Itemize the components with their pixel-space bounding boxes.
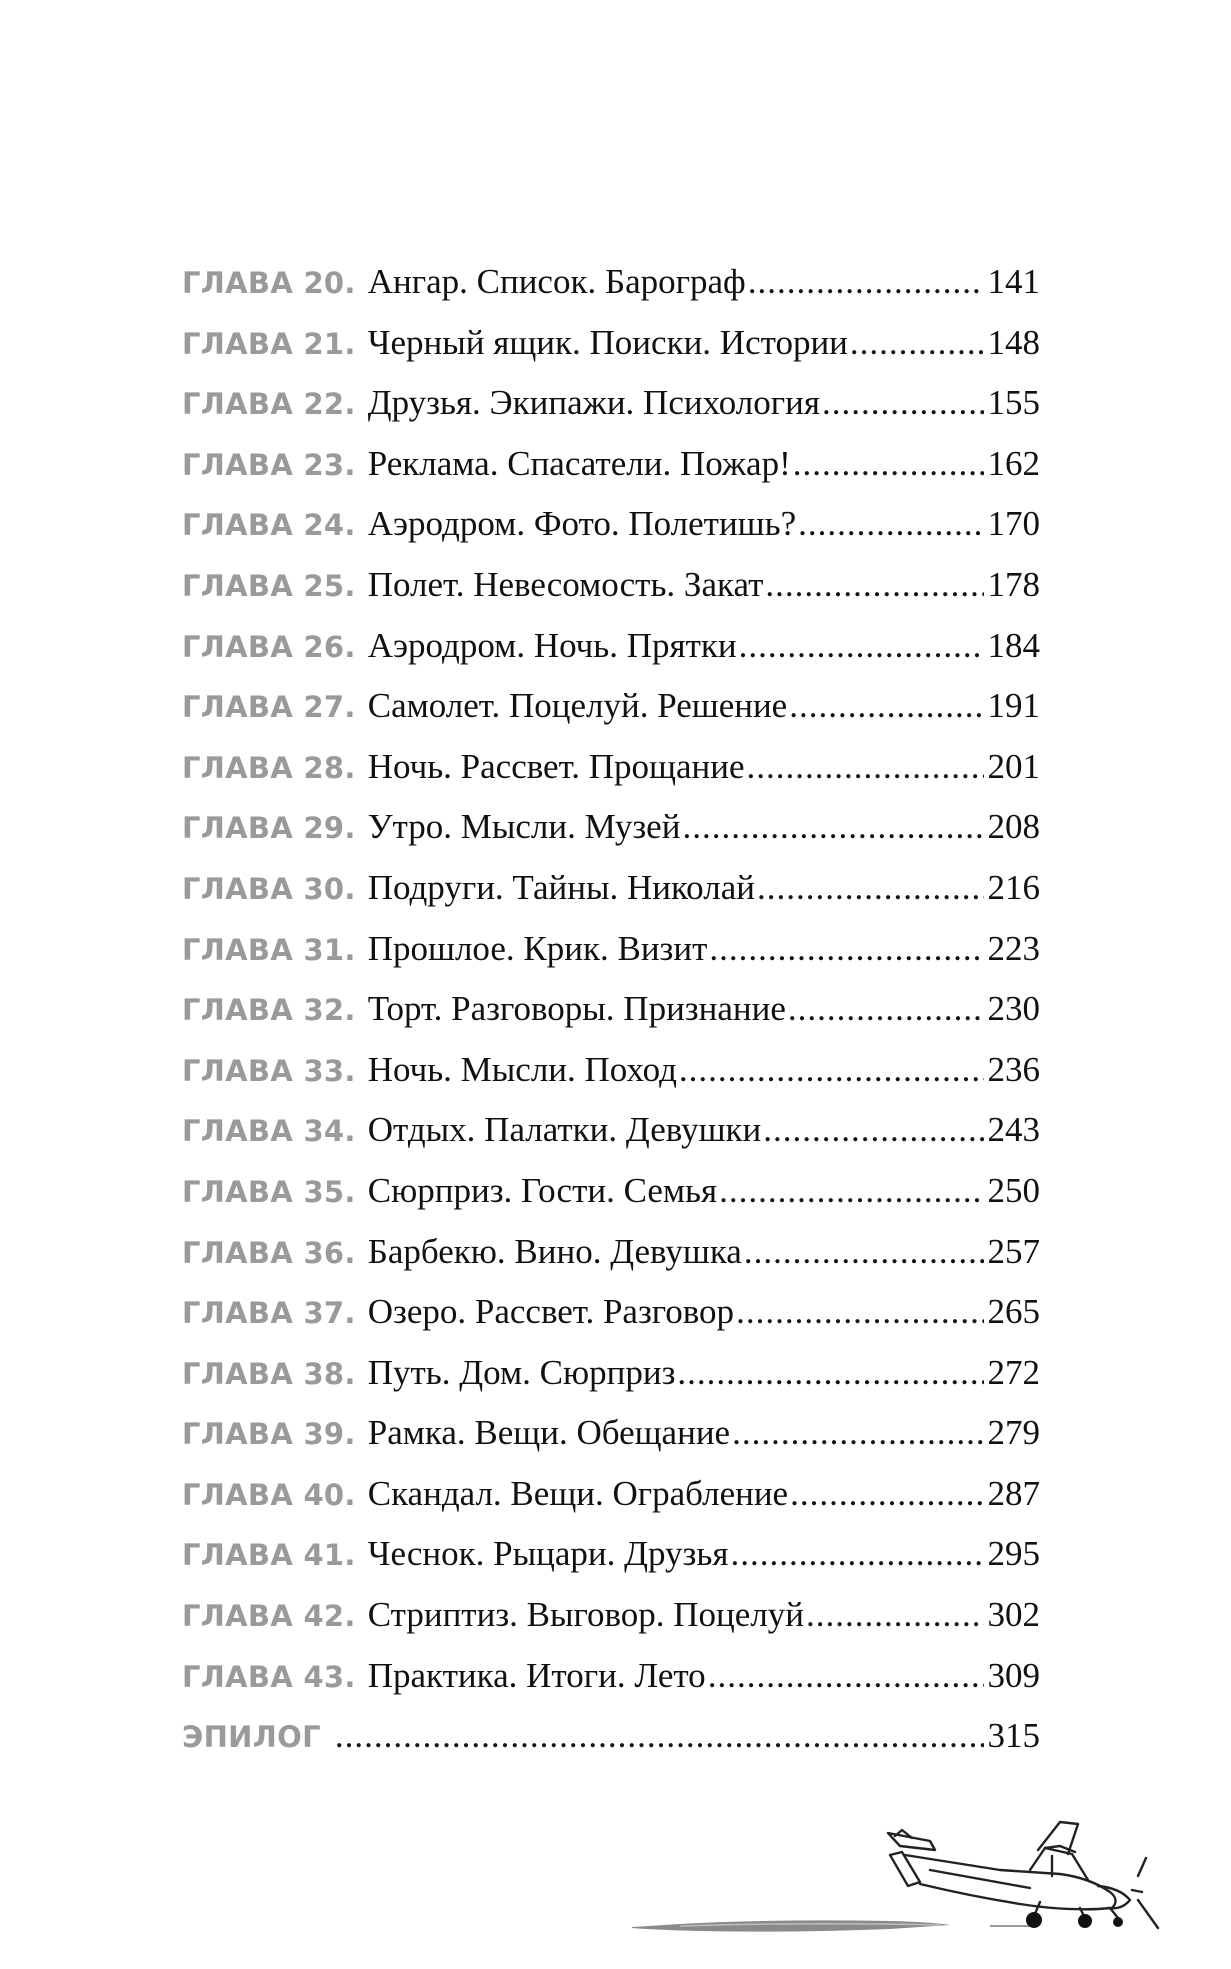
table-of-contents (182, 262, 1040, 1777)
toc-leader-dots (679, 1050, 984, 1090)
toc-entry-epilogue[interactable] (182, 1716, 1040, 1777)
toc-page-number: 265 (987, 1292, 1040, 1332)
toc-chapter-label: ГЛАВА 23. (182, 447, 356, 482)
toc-leader-dots (739, 626, 984, 666)
toc-leader-dots (798, 504, 983, 544)
toc-entry[interactable] (182, 807, 1040, 868)
toc-chapter-label: ГЛАВА 38. (182, 1356, 356, 1391)
toc-entry[interactable] (182, 1050, 1040, 1111)
toc-entry[interactable] (182, 929, 1040, 990)
toc-chapter-label: ГЛАВА 27. (182, 690, 356, 725)
toc-leader-dots (708, 1656, 984, 1696)
toc-leader-dots (677, 1353, 983, 1393)
toc-entry[interactable] (182, 383, 1040, 444)
toc-page-number: 236 (987, 1049, 1040, 1089)
toc-chapter-title: Ангар. Список. Барограф (367, 262, 746, 301)
toc-chapter-label: ГЛАВА 25. (182, 568, 356, 603)
toc-chapter-title: Аэродром. Ночь. Прятки (367, 625, 737, 665)
toc-leader-dots (709, 929, 983, 969)
toc-page-number: 155 (987, 383, 1040, 423)
toc-chapter-title: Озеро. Рассвет. Разговор (367, 1292, 735, 1332)
toc-chapter-title: Стриптиз. Выговор. Поцелуй (367, 1595, 805, 1635)
runway-brush-stroke (602, 1920, 1030, 1931)
toc-entry[interactable] (182, 1232, 1040, 1293)
toc-chapter-title: Друзья. Экипажи. Психология (367, 383, 820, 423)
toc-page-number: 208 (987, 807, 1040, 847)
toc-entry[interactable] (182, 626, 1040, 687)
toc-entry[interactable] (182, 1292, 1040, 1353)
toc-chapter-label: ГЛАВА 22. (182, 387, 356, 422)
airplane-sketch (888, 1822, 1158, 1928)
toc-chapter-title: Утро. Мысли. Музей (367, 807, 681, 847)
toc-leader-dots (335, 1716, 984, 1756)
toc-chapter-title: Практика. Итоги. Лето (367, 1655, 706, 1695)
toc-entry[interactable] (182, 1413, 1040, 1474)
toc-leader-dots (790, 1474, 983, 1514)
toc-chapter-label: ГЛАВА 37. (182, 1296, 356, 1331)
toc-entry[interactable] (182, 686, 1040, 747)
toc-chapter-label: ГЛАВА 34. (182, 1114, 356, 1149)
toc-chapter-title: Ночь. Мысли. Поход (367, 1049, 677, 1089)
toc-entry[interactable] (182, 747, 1040, 808)
toc-chapter-label: ГЛАВА 26. (182, 629, 356, 664)
toc-chapter-title: Черный ящик. Поиски. Истории (367, 322, 848, 362)
toc-chapter-title: Торт. Разговоры. Признание (367, 989, 786, 1029)
toc-entry[interactable] (182, 504, 1040, 565)
toc-chapter-title: Прошлое. Крик. Визит (367, 928, 708, 968)
toc-leader-dots (747, 747, 984, 787)
toc-entry[interactable] (182, 1353, 1040, 1414)
toc-chapter-label: ГЛАВА 33. (182, 1053, 356, 1088)
toc-chapter-label: ГЛАВА 31. (182, 932, 356, 967)
toc-page-number: 201 (987, 746, 1040, 786)
toc-leader-dots (822, 383, 984, 423)
toc-leader-dots (793, 444, 984, 484)
toc-page-number: 230 (987, 989, 1040, 1029)
toc-entry[interactable] (182, 323, 1040, 384)
toc-page-number: 287 (987, 1473, 1040, 1513)
toc-chapter-title: Аэродром. Фото. Полетишь? (367, 504, 797, 544)
toc-page-number: 272 (987, 1352, 1040, 1392)
toc-page-number: 141 (987, 262, 1040, 301)
toc-chapter-title: Ночь. Рассвет. Прощание (367, 746, 745, 786)
toc-entry[interactable] (182, 444, 1040, 505)
toc-leader-dots (682, 807, 983, 847)
toc-page-number: 223 (987, 928, 1040, 968)
toc-leader-dots (765, 565, 983, 605)
toc-leader-dots (730, 1534, 983, 1574)
toc-chapter-label: ГЛАВА 30. (182, 871, 356, 906)
toc-chapter-label: ГЛАВА 21. (182, 326, 356, 361)
toc-leader-dots (757, 868, 984, 908)
toc-entry[interactable] (182, 262, 1040, 323)
toc-chapter-title: Чеснок. Рыцари. Друзья (367, 1534, 729, 1574)
toc-chapter-label: ГЛАВА 36. (182, 1235, 356, 1270)
toc-chapter-label: ГЛАВА 39. (182, 1417, 356, 1452)
toc-chapter-label: ГЛАВА 29. (182, 811, 356, 846)
toc-page-number: 148 (987, 322, 1040, 362)
toc-leader-dots (744, 1232, 984, 1272)
toc-chapter-title: Самолет. Поцелуй. Решение (367, 686, 788, 726)
toc-chapter-title: Сюрприз. Гости. Семья (367, 1170, 718, 1210)
toc-leader-dots (719, 1171, 983, 1211)
toc-chapter-label: ГЛАВА 20. (182, 266, 356, 300)
toc-chapter-label: ГЛАВА 32. (182, 993, 356, 1028)
toc-page-number: 216 (987, 867, 1040, 907)
toc-entry[interactable] (182, 1474, 1040, 1535)
toc-entry[interactable] (182, 1595, 1040, 1656)
toc-chapter-title: Путь. Дом. Сюрприз (367, 1352, 676, 1392)
toc-chapter-title: Отдых. Палатки. Девушки (367, 1110, 762, 1150)
airplane-wheels (1026, 1912, 1123, 1928)
toc-page-number: 162 (987, 443, 1040, 483)
toc-entry[interactable] (182, 989, 1040, 1050)
toc-leader-dots (736, 1292, 983, 1332)
toc-page-number: 279 (987, 1413, 1040, 1453)
toc-entry[interactable] (182, 1656, 1040, 1717)
toc-entry[interactable] (182, 1110, 1040, 1171)
toc-page-number: 295 (987, 1534, 1040, 1574)
toc-page-number: 250 (987, 1170, 1040, 1210)
toc-chapter-label: ГЛАВА 42. (182, 1599, 356, 1634)
toc-chapter-label: ГЛАВА 40. (182, 1477, 356, 1512)
toc-entry[interactable] (182, 1171, 1040, 1232)
toc-page-number: 257 (987, 1231, 1040, 1271)
toc-chapter-title: Рамка. Вещи. Обещание (367, 1413, 731, 1453)
airplane-illustration-icon (590, 1800, 1180, 1950)
toc-page-number: 315 (987, 1716, 1040, 1756)
toc-chapter-title: Реклама. Спасатели. Пожар! (367, 443, 791, 483)
toc-leader-dots (806, 1595, 983, 1635)
toc-leader-dots (789, 686, 983, 726)
toc-page-number: 191 (987, 686, 1040, 726)
toc-leader-dots (732, 1413, 983, 1453)
toc-chapter-title: Барбекю. Вино. Девушка (367, 1231, 742, 1271)
toc-leader-dots (788, 989, 984, 1029)
toc-entry[interactable] (182, 868, 1040, 929)
toc-entry[interactable] (182, 565, 1040, 626)
toc-page-number: 243 (987, 1110, 1040, 1150)
toc-chapter-title: Скандал. Вещи. Ограбление (367, 1473, 789, 1513)
toc-chapter-title: Полет. Невесомость. Закат (367, 564, 764, 604)
toc-page-number: 309 (987, 1655, 1040, 1695)
toc-chapter-title: Подруги. Тайны. Николай (367, 867, 755, 907)
toc-leader-dots (763, 1110, 983, 1150)
toc-epilogue-label: ЭПИЛОГ (182, 1720, 321, 1755)
toc-chapter-label: ГЛАВА 41. (182, 1538, 356, 1573)
toc-chapter-label: ГЛАВА 28. (182, 750, 356, 785)
toc-page-number: 178 (987, 564, 1040, 604)
toc-page-number: 170 (987, 504, 1040, 544)
toc-chapter-label: ГЛАВА 43. (182, 1659, 356, 1694)
toc-page-number: 184 (987, 625, 1040, 665)
toc-page-number: 302 (987, 1595, 1040, 1635)
toc-leader-dots (850, 323, 984, 363)
toc-leader-dots (748, 262, 984, 302)
toc-chapter-label: ГЛАВА 35. (182, 1174, 356, 1209)
toc-entry[interactable] (182, 1534, 1040, 1595)
toc-chapter-label: ГЛАВА 24. (182, 508, 356, 543)
